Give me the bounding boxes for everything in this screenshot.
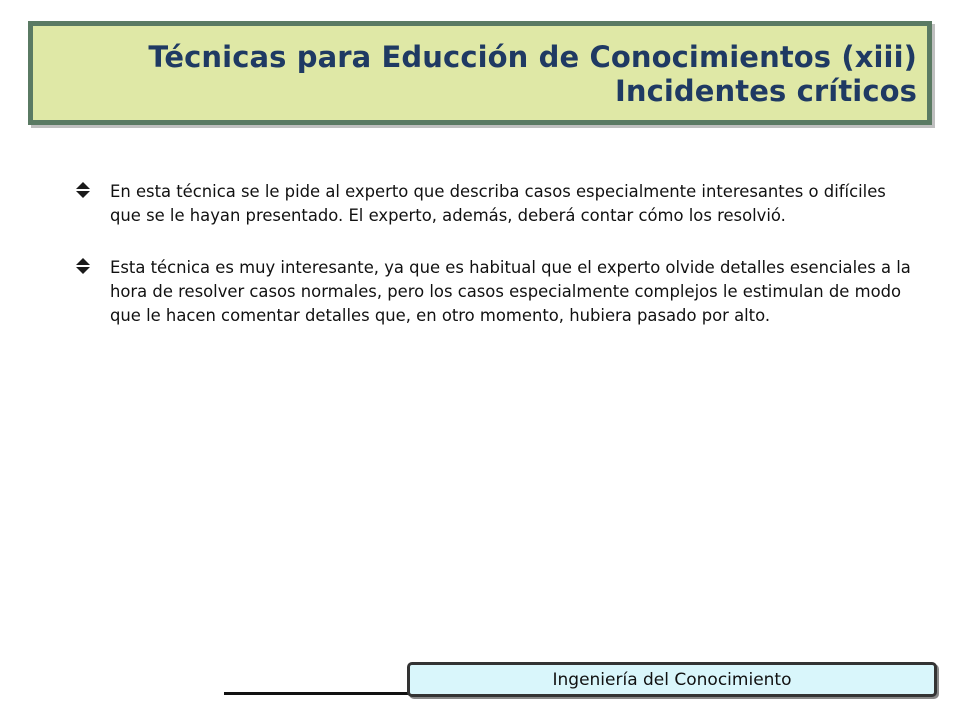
footer-box — [407, 662, 937, 697]
bullet-item — [76, 256, 916, 328]
slide-title: Técnicas para Educción de Conocimientos (xiii) — [148, 40, 917, 74]
bullet-item — [76, 180, 916, 228]
slide-subtitle: Incidentes críticos — [614, 74, 917, 108]
slide-title-box — [28, 21, 932, 125]
footer-divider — [224, 692, 420, 695]
footer-label: Ingeniería del Conocimiento — [552, 669, 792, 690]
bullet-text: Esta técnica es muy interesante, ya que es habitual que el experto olvide detalles esenciales a la hora de resolver casos normales, pero los casos especialmente complejos le estimulan de modo que le hacen comentar detalles que, en otro momento, hubiera pasado por alto. — [110, 258, 911, 325]
diamond-bullet-icon — [76, 258, 90, 274]
bullet-list — [76, 180, 916, 356]
diamond-bullet-icon — [76, 182, 90, 198]
bullet-text: En esta técnica se le pide al experto que describa casos especialmente interesantes o difíciles que se le hayan presentado. El experto, además, deberá contar cómo los resolvió. — [110, 182, 886, 225]
